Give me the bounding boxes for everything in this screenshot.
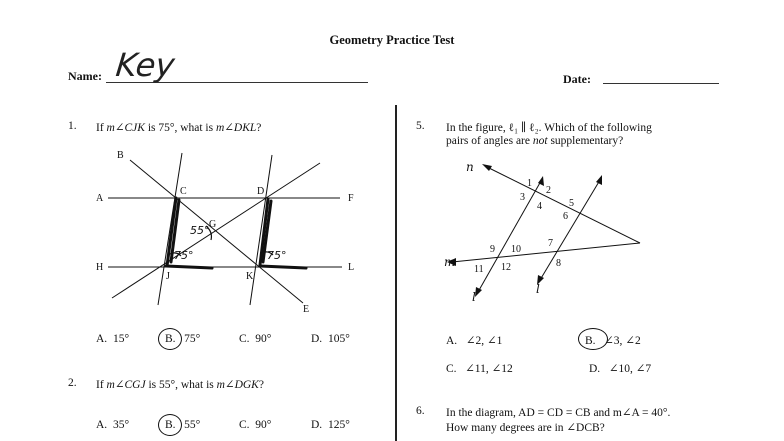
- q6-line2: How many degrees are in ∠DCB?: [446, 422, 605, 434]
- q6-line1: In the diagram, AD = CD = CB and m∠A = 40°.: [446, 407, 671, 419]
- line-CJ: [158, 153, 182, 305]
- pt-C: C: [180, 186, 187, 197]
- q1-text: If m∠CJK is 75°, what is m∠DKL?: [96, 122, 262, 134]
- angle-8: 8: [556, 258, 561, 269]
- angle-10: 10: [511, 244, 521, 255]
- q5-answer-circle: [578, 328, 608, 350]
- name-label: Name:: [68, 69, 102, 83]
- q1-choice-d: D. 105°: [311, 333, 350, 345]
- arrow-n: [482, 164, 492, 171]
- angle-9: 9: [490, 244, 495, 255]
- q1-choice-b: B. 75°: [165, 333, 201, 345]
- angle-4: 4: [537, 201, 542, 212]
- q5-choice-d: D. ∠10, ∠7: [589, 363, 652, 375]
- angle-12: 12: [501, 262, 511, 273]
- mark-75-right: 75°: [267, 249, 287, 262]
- line-n: [487, 167, 640, 243]
- q2-answer-circle: [158, 414, 182, 436]
- q5-choice-c: C. ∠11, ∠12: [446, 363, 513, 375]
- q1-answer-circle: [158, 328, 182, 350]
- mark-55: 55°: [190, 224, 210, 237]
- line-BE: [130, 160, 303, 303]
- mark-KL: [260, 266, 306, 268]
- pt-D: D: [257, 186, 265, 197]
- q5-line2: pairs of angles are not supplementary?: [446, 135, 624, 147]
- angle-3: 3: [520, 192, 525, 203]
- q2-choice-c: C. 90°: [239, 419, 272, 431]
- arrow-l1-bottom: [475, 287, 482, 297]
- angle-2: 2: [546, 185, 551, 196]
- pt-K: K: [246, 271, 254, 282]
- pt-B: B: [117, 150, 124, 161]
- date-label: Date:: [563, 72, 591, 86]
- angle-6: 6: [563, 211, 568, 222]
- q2-number: 2.: [68, 377, 77, 389]
- q2-text: If m∠CGJ is 55°, what is m∠DGK?: [96, 379, 264, 391]
- q1-choice-c: C. 90°: [239, 333, 272, 345]
- pt-J: J: [166, 271, 170, 282]
- q1-choice-a: A. 15°: [96, 333, 130, 345]
- q2-choice-d: D. 125°: [311, 419, 350, 431]
- q2-choice-a: A. 35°: [96, 419, 130, 431]
- mark-JK-left: [166, 266, 212, 268]
- pt-G: G: [209, 219, 217, 230]
- angle-11: 11: [474, 264, 484, 275]
- q5-number: 5.: [416, 120, 425, 132]
- pt-F: F: [348, 193, 354, 204]
- arrow-l2-top: [596, 175, 602, 185]
- page-title: Geometry Practice Test: [329, 33, 455, 47]
- label-l2: l: [536, 282, 540, 296]
- pt-H: H: [96, 262, 104, 273]
- angle-7: 7: [548, 238, 553, 249]
- q5-line1: In the figure, ℓ₁ ∥ ℓ₂. Which of the following: [446, 122, 652, 134]
- name-handwritten: Key: [114, 46, 177, 84]
- angle-5: 5: [569, 198, 574, 209]
- pt-E: E: [303, 304, 310, 315]
- q5-choice-a: A. ∠2, ∠1: [446, 335, 503, 347]
- pt-A: A: [96, 193, 104, 204]
- line-diagonal-2: [112, 163, 320, 298]
- q1-number: 1.: [68, 120, 77, 132]
- mark-75-left: 75°: [174, 249, 194, 262]
- label-n: n: [466, 160, 474, 174]
- q6-number: 6.: [416, 405, 425, 417]
- q5-choice-b: B. ∠3, ∠2: [585, 335, 641, 347]
- label-m: m: [444, 255, 456, 269]
- angle-1: 1: [527, 178, 532, 189]
- label-l1: l: [472, 290, 476, 304]
- line-l1: [478, 181, 541, 292]
- q2-choice-b: B. 55°: [165, 419, 201, 431]
- pt-L: L: [348, 262, 355, 273]
- line-m: [452, 243, 640, 262]
